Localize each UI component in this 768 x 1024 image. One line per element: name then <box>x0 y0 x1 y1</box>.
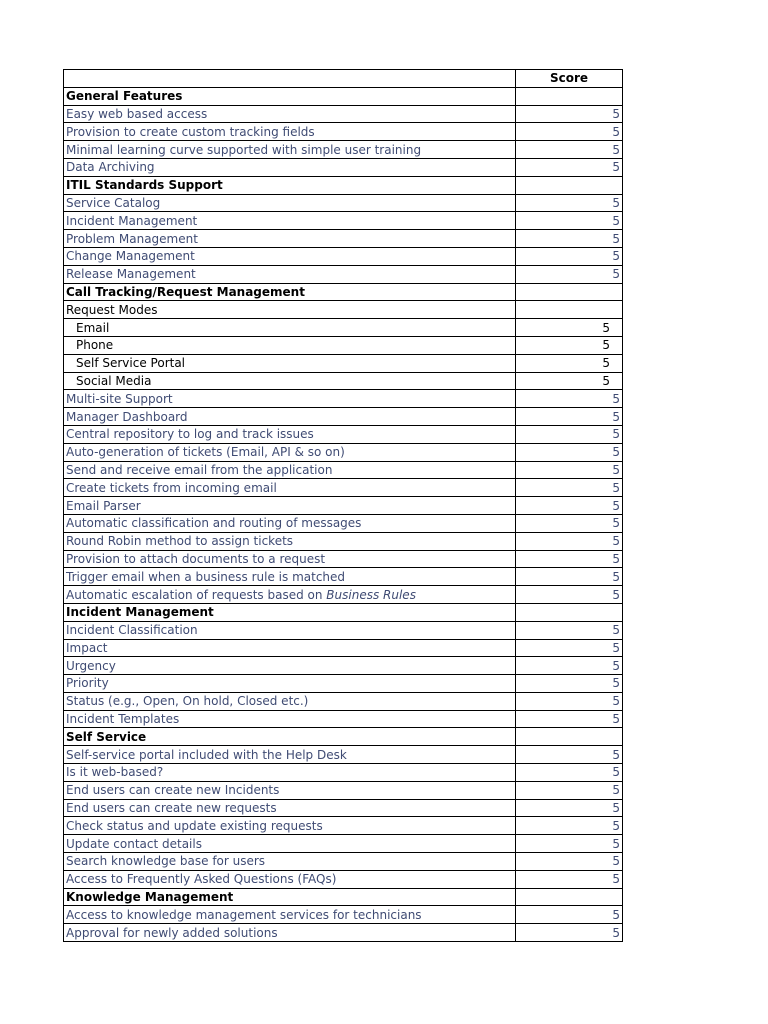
feature-label: Minimal learning curve supported with simple user training <box>64 141 516 159</box>
table-row <box>64 443 623 461</box>
score-value <box>516 888 623 906</box>
feature-label: Is it web-based? <box>64 764 516 782</box>
score-value: 5 <box>516 123 623 141</box>
score-value: 5 <box>516 817 623 835</box>
table-row <box>64 924 623 942</box>
feature-label: Urgency <box>64 657 516 675</box>
table-row <box>64 870 623 888</box>
score-value: 5 <box>516 764 623 782</box>
table-row <box>64 336 623 354</box>
feature-label: ITIL Standards Support <box>64 176 516 194</box>
score-value: 5 <box>516 586 623 604</box>
score-value: 5 <box>516 105 623 123</box>
table-row <box>64 372 623 390</box>
score-value: 5 <box>516 247 623 265</box>
feature-label: Self-service portal included with the Help Desk <box>64 746 516 764</box>
table-row <box>64 746 623 764</box>
score-value: 5 <box>516 336 623 354</box>
score-value: 5 <box>516 212 623 230</box>
score-value: 5 <box>516 835 623 853</box>
feature-label: General Features <box>64 87 516 105</box>
score-value <box>516 176 623 194</box>
score-value <box>516 87 623 105</box>
feature-label: Provision to create custom tracking fields <box>64 123 516 141</box>
table-row <box>64 710 623 728</box>
score-column-header: Score <box>516 70 623 88</box>
feature-label: Central repository to log and track issues <box>64 425 516 443</box>
table-row <box>64 319 623 337</box>
feature-label: Trigger email when a business rule is matched <box>64 568 516 586</box>
score-value: 5 <box>516 425 623 443</box>
table-row <box>64 390 623 408</box>
table-row <box>64 781 623 799</box>
score-value: 5 <box>516 230 623 248</box>
score-value: 5 <box>516 906 623 924</box>
score-value: 5 <box>516 710 623 728</box>
feature-label: Incident Classification <box>64 621 516 639</box>
feature-label: Release Management <box>64 265 516 283</box>
table-row <box>64 853 623 871</box>
table-row <box>64 764 623 782</box>
table-row <box>64 799 623 817</box>
table-row <box>64 568 623 586</box>
score-value: 5 <box>516 497 623 515</box>
score-value: 5 <box>516 194 623 212</box>
table-row <box>64 532 623 550</box>
feature-label: Incident Management <box>64 212 516 230</box>
header-row <box>64 70 623 88</box>
feature-label: Provision to attach documents to a request <box>64 550 516 568</box>
score-value: 5 <box>516 141 623 159</box>
feature-label: Data Archiving <box>64 158 516 176</box>
score-value: 5 <box>516 568 623 586</box>
feature-score-table <box>63 69 623 942</box>
table-row <box>64 586 623 604</box>
table-row <box>64 621 623 639</box>
feature-label: Knowledge Management <box>64 888 516 906</box>
feature-label: Impact <box>64 639 516 657</box>
section-header-row <box>64 176 623 194</box>
feature-label: Approval for newly added solutions <box>64 924 516 942</box>
table-row <box>64 497 623 515</box>
feature-label: Phone <box>64 336 516 354</box>
section-header-row <box>64 888 623 906</box>
score-value: 5 <box>516 514 623 532</box>
score-value: 5 <box>516 443 623 461</box>
feature-label: End users can create new Incidents <box>64 781 516 799</box>
table-body <box>64 87 623 941</box>
table-row <box>64 194 623 212</box>
feature-label: Status (e.g., Open, On hold, Closed etc.) <box>64 692 516 710</box>
feature-label: Send and receive email from the application <box>64 461 516 479</box>
table-row <box>64 514 623 532</box>
feature-label: Incident Templates <box>64 710 516 728</box>
section-header-row <box>64 283 623 301</box>
table-row <box>64 105 623 123</box>
table-row <box>64 265 623 283</box>
feature-label: Self Service <box>64 728 516 746</box>
feature-label-emphasis: Business Rules <box>326 587 416 602</box>
score-value: 5 <box>516 550 623 568</box>
feature-label: Problem Management <box>64 230 516 248</box>
feature-label: Incident Management <box>64 603 516 621</box>
score-value: 5 <box>516 853 623 871</box>
score-value: 5 <box>516 354 623 372</box>
table-row <box>64 675 623 693</box>
feature-label: Create tickets from incoming email <box>64 479 516 497</box>
feature-column-header <box>64 70 516 88</box>
score-value: 5 <box>516 372 623 390</box>
feature-label-text: Automatic escalation of requests based on <box>66 587 327 602</box>
feature-label: Change Management <box>64 247 516 265</box>
table-row <box>64 230 623 248</box>
score-value: 5 <box>516 781 623 799</box>
feature-label: Self Service Portal <box>64 354 516 372</box>
score-value: 5 <box>516 639 623 657</box>
table-row <box>64 692 623 710</box>
score-value: 5 <box>516 675 623 693</box>
table-row <box>64 479 623 497</box>
feature-label: Auto-generation of tickets (Email, API & so on) <box>64 443 516 461</box>
table-row <box>64 906 623 924</box>
table-row <box>64 212 623 230</box>
table-row <box>64 639 623 657</box>
feature-label: Round Robin method to assign tickets <box>64 532 516 550</box>
score-value: 5 <box>516 479 623 497</box>
feature-label: Email Parser <box>64 497 516 515</box>
table-row <box>64 550 623 568</box>
feature-label: Check status and update existing requests <box>64 817 516 835</box>
table-row <box>64 817 623 835</box>
score-value: 5 <box>516 408 623 426</box>
section-header-row <box>64 87 623 105</box>
score-value: 5 <box>516 870 623 888</box>
score-value: 5 <box>516 158 623 176</box>
table-row <box>64 123 623 141</box>
score-value: 5 <box>516 621 623 639</box>
feature-label: Priority <box>64 675 516 693</box>
score-value <box>516 301 623 319</box>
feature-label: Manager Dashboard <box>64 408 516 426</box>
score-value <box>516 728 623 746</box>
feature-label <box>64 586 516 604</box>
table-row <box>64 657 623 675</box>
score-value <box>516 603 623 621</box>
score-value: 5 <box>516 746 623 764</box>
feature-label: Automatic classification and routing of messages <box>64 514 516 532</box>
feature-label: Email <box>64 319 516 337</box>
score-value: 5 <box>516 532 623 550</box>
feature-label: Easy web based access <box>64 105 516 123</box>
table-row <box>64 158 623 176</box>
table-row <box>64 425 623 443</box>
feature-label: Search knowledge base for users <box>64 853 516 871</box>
table-row <box>64 835 623 853</box>
score-value <box>516 283 623 301</box>
score-value: 5 <box>516 692 623 710</box>
score-value: 5 <box>516 799 623 817</box>
feature-label: End users can create new requests <box>64 799 516 817</box>
table-row <box>64 354 623 372</box>
table-row <box>64 461 623 479</box>
score-value: 5 <box>516 461 623 479</box>
feature-label: Call Tracking/Request Management <box>64 283 516 301</box>
score-value: 5 <box>516 265 623 283</box>
table-row <box>64 408 623 426</box>
feature-label: Update contact details <box>64 835 516 853</box>
section-header-row <box>64 603 623 621</box>
table-row <box>64 247 623 265</box>
score-value: 5 <box>516 390 623 408</box>
table-row <box>64 141 623 159</box>
feature-label: Access to Frequently Asked Questions (FAQs) <box>64 870 516 888</box>
score-value: 5 <box>516 924 623 942</box>
table-row <box>64 301 623 319</box>
feature-label: Request Modes <box>64 301 516 319</box>
feature-label: Service Catalog <box>64 194 516 212</box>
feature-label: Social Media <box>64 372 516 390</box>
section-header-row <box>64 728 623 746</box>
score-value: 5 <box>516 319 623 337</box>
feature-label: Multi-site Support <box>64 390 516 408</box>
feature-label: Access to knowledge management services for technicians <box>64 906 516 924</box>
score-value: 5 <box>516 657 623 675</box>
